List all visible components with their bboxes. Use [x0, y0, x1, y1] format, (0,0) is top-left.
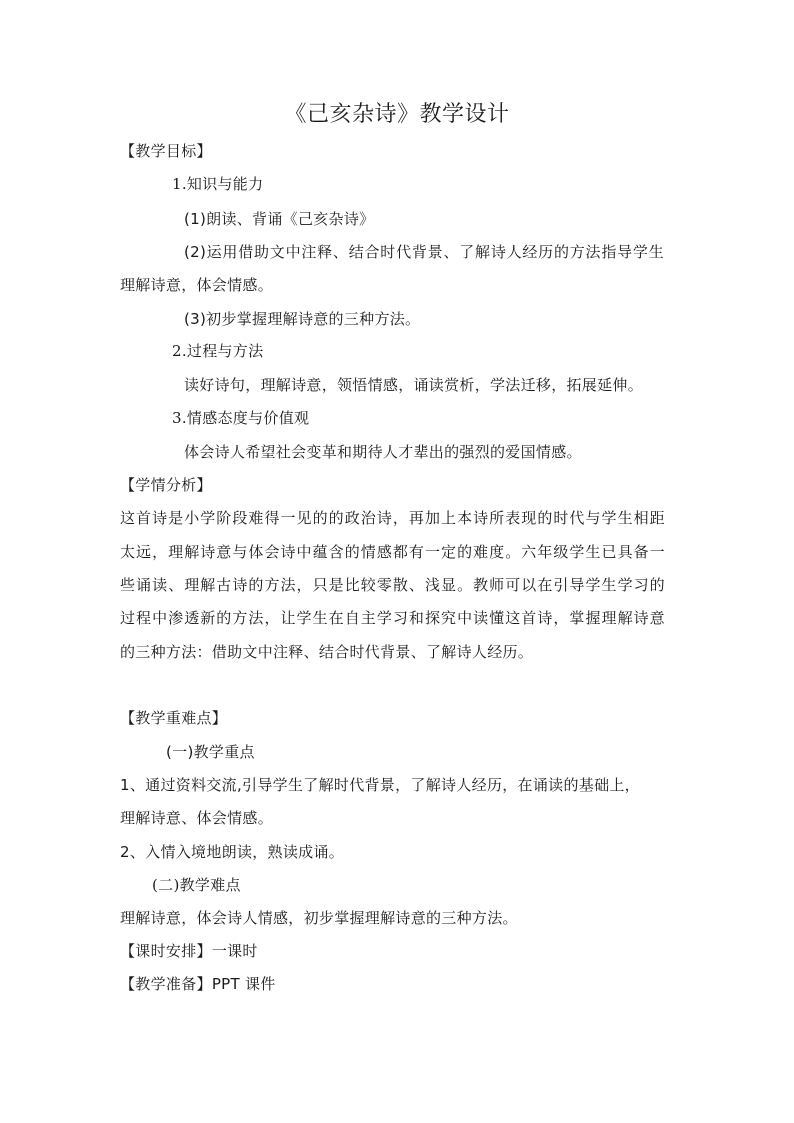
keypoints-heading: 【教学重难点】	[120, 709, 228, 727]
analysis-line-1: 这首诗是小学阶段难得一见的的政治诗，再加上本诗所表现的时代与学生相距	[120, 509, 665, 527]
preparation-row	[120, 974, 276, 994]
analysis-line-5: 的三种方法：借助文中注释、结合时代背景、了解诗人经历。	[120, 643, 534, 661]
process-text: 读好诗句，理解诗意，领悟情感，诵读赏析，学法迁移，拓展延伸。	[184, 376, 644, 394]
knowledge-item-2-line-1: (2)运用借助文中注释、结合时代背景、了解诗人经历的方法指导学生	[184, 243, 664, 261]
knowledge-item-1: (1)朗读、背诵《己亥杂诗》	[184, 210, 375, 228]
knowledge-label: 1.知识与能力	[172, 175, 264, 193]
knowledge-item-3: (3)初步掌握理解诗意的三种方法。	[184, 310, 421, 328]
analysis-line-3: 些诵读、理解古诗的方法，只是比较零散、浅显。教师可以在引导学生学习的	[120, 576, 665, 594]
focus-item-1-line-1: 1、通过资料交流,引导学生了解时代背景，了解诗人经历，在诵读的基础上，	[120, 776, 640, 794]
focus-item-1-line-2: 理解诗意、体会情感。	[120, 809, 274, 827]
emotion-text: 体会诗人希望社会变革和期待人才辈出的强烈的爱国情感。	[184, 443, 582, 461]
analysis-line-4: 过程中渗透新的方法，让学生在自主学习和探究中读懂这首诗，掌握理解诗意	[120, 609, 665, 627]
focus-item-2: 2、入情入境地朗读，熟读成诵。	[120, 843, 345, 861]
focus-label: (一)教学重点	[166, 743, 255, 761]
knowledge-item-2-line-2: 理解诗意，体会情感。	[120, 276, 274, 294]
preparation-heading: 【教学准备】	[120, 975, 212, 993]
difficulty-text: 理解诗意，体会诗人情感，初步掌握理解诗意的三种方法。	[120, 909, 518, 927]
analysis-line-2: 太远，理解诗意与体会诗中蕴含的情感都有一定的难度。六年级学生已具备一	[120, 543, 665, 561]
schedule-value: 一课时	[211, 942, 258, 960]
schedule-heading: 【课时安排】	[120, 942, 212, 960]
difficulty-label: (二)教学难点	[152, 876, 241, 894]
analysis-heading: 【学情分析】	[120, 476, 212, 494]
document-title: 《己亥杂诗》教学设计	[284, 102, 510, 127]
objectives-heading: 【教学目标】	[120, 142, 212, 160]
schedule-row	[120, 941, 258, 961]
preparation-value: PPT 课件	[211, 975, 276, 993]
emotion-label: 3.情感态度与价值观	[172, 409, 310, 427]
process-label: 2.过程与方法	[172, 342, 264, 360]
